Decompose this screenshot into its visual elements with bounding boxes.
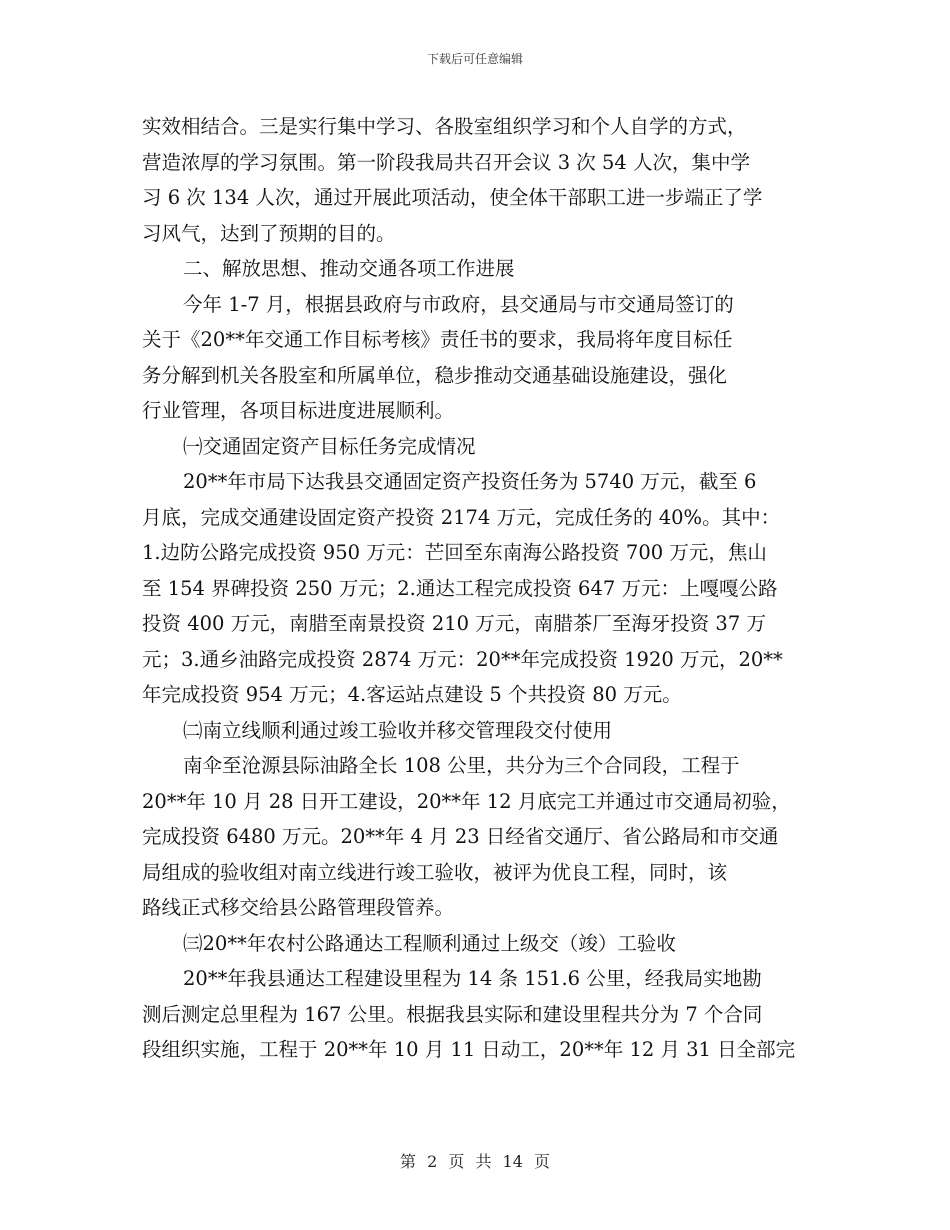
page-footer: 第 2 页 共 14 页 bbox=[400, 1152, 550, 1171]
text-line: 完成投资 6480 万元。20**年 4 月 23 日经省交通厅、省公路局和市交通 bbox=[142, 825, 779, 848]
text-line: 习 6 次 134 人次，通过开展此项活动，使全体干部职工进一步端正了学 bbox=[142, 186, 763, 209]
text-line: 月底，完成交通建设固定资产投资 2174 万元，完成任务的 40%。其中： bbox=[142, 505, 781, 529]
text-line: 二、解放思想、推动交通各项工作进展 bbox=[183, 257, 515, 280]
text-line: ㈢20**年农村公路通达工程顺利通过上级交（竣）工验收 bbox=[183, 931, 676, 955]
text-line: 元；3.通乡油路完成投资 2874 万元：20**年完成投资 1920 万元，20** bbox=[142, 647, 783, 671]
text-line: 实效相结合。三是实行集中学习、各股室组织学习和个人自学的方式， bbox=[142, 115, 747, 138]
text-line: 投资 400 万元，南腊至南景投资 210 万元，南腊茶厂至海牙投资 37 万 bbox=[142, 612, 766, 635]
text-line: 20**年 10 月 28 日开工建设，20**年 12 月底完工并通过市交通局初验， bbox=[142, 789, 791, 813]
text-line: 至 154 界碑投资 250 万元；2.通达工程完成投资 647 万元：上嘎嘎公路 bbox=[142, 576, 778, 600]
text-line: 20**年我县通达工程建设里程为 14 条 151.6 公里，经我局实地勘 bbox=[183, 967, 762, 990]
text-line: 行业管理，各项目标进度进展顺利。 bbox=[142, 399, 455, 422]
text-line: 关于《20**年交通工作目标考核》责任书的要求，我局将年度目标任 bbox=[142, 328, 733, 351]
page-header: 下载后可任意编辑 bbox=[426, 52, 523, 66]
text-line: 年完成投资 954 万元；4.客运站点建设 5 个共投资 80 万元。 bbox=[142, 683, 682, 706]
text-line: ㈠交通固定资产目标任务完成情况 bbox=[183, 434, 476, 458]
text-line: 测后测定总里程为 167 公里。根据我县实际和建设里程共分为 7 个合同 bbox=[142, 1002, 763, 1026]
text-line: 20**年市局下达我县交通固定资产投资任务为 5740 万元，截至 6 bbox=[183, 470, 757, 493]
text-line: 段组织实施，工程于 20**年 10 月 11 日动工，20**年 12 月 31 日全部完 bbox=[142, 1038, 796, 1061]
text-line: 务分解到机关各股室和所属单位，稳步推动交通基础设施建设，强化 bbox=[142, 363, 728, 387]
document-body bbox=[142, 109, 812, 1068]
text-line: 南伞至沧源县际油路全长 108 公里，共分为三个合同段，工程于 bbox=[183, 754, 740, 777]
text-line: 路线正式移交给县公路管理段管养。 bbox=[142, 896, 455, 919]
text-line: 局组成的验收组对南立线进行竣工验收，被评为优良工程，同时，该 bbox=[142, 860, 728, 884]
text-line: 今年 1-7 月，根据县政府与市政府，县交通局与市交通局签订的 bbox=[183, 292, 734, 316]
text-line: 营造浓厚的学习氛围。第一阶段我局共召开会议 3 次 54 人次，集中学 bbox=[142, 150, 751, 174]
text-line: 1.边防公路完成投资 950 万元：芒回至东南海公路投资 700 万元，焦山 bbox=[142, 541, 767, 564]
text-line: ㈡南立线顺利通过竣工验收并移交管理段交付使用 bbox=[183, 718, 613, 742]
text-line: 习风气，达到了预期的目的。 bbox=[142, 221, 396, 245]
